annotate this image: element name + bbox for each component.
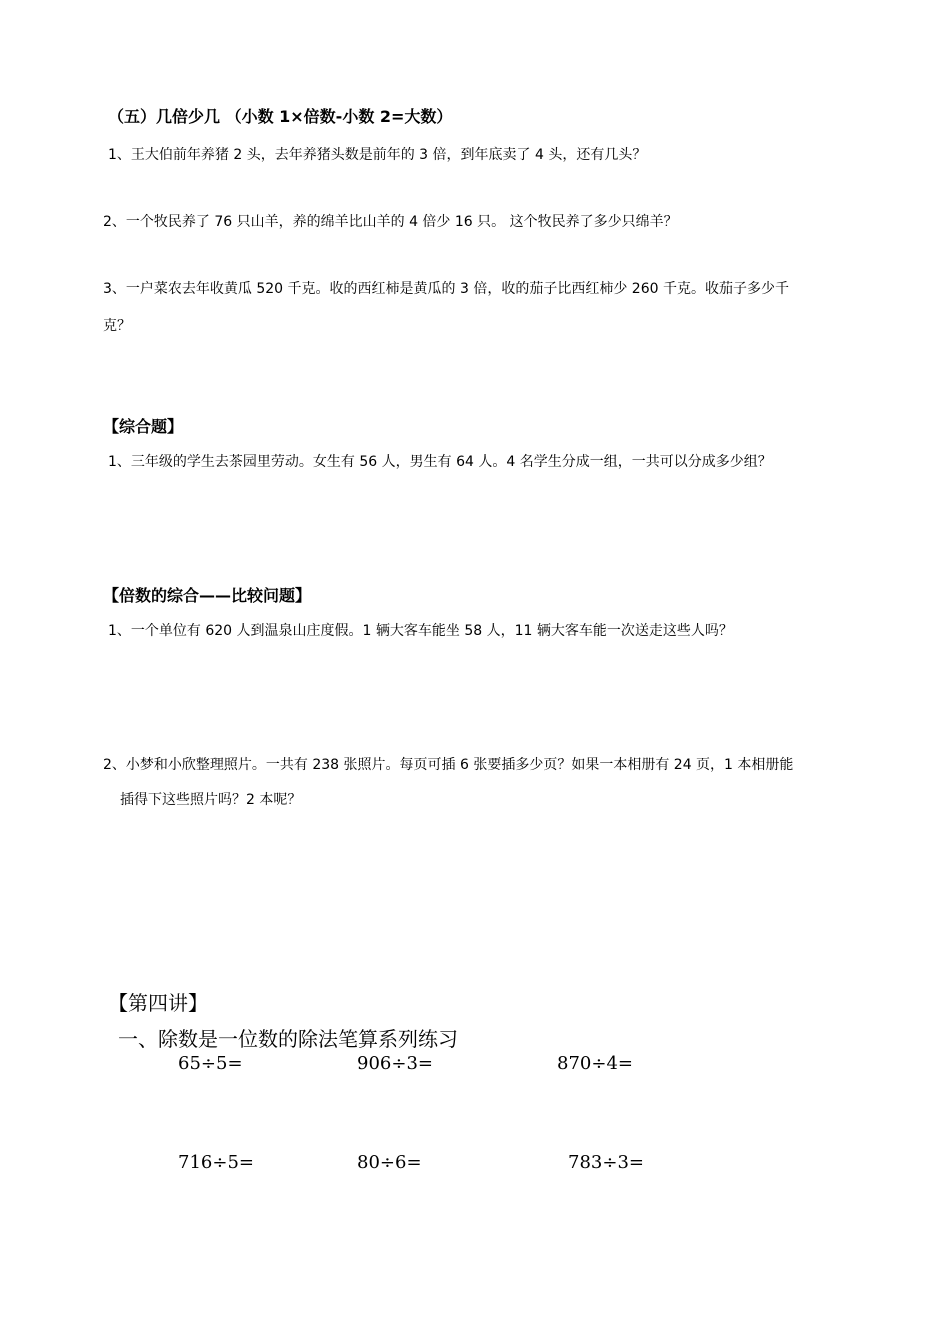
section5-title: （五）几倍少几 （小数 1×倍数-小数 2=大数） bbox=[108, 107, 453, 126]
section5-question-2: 2、一个牧民养了 76 只山羊，养的绵羊比山羊的 4 倍少 16 只。 这个牧民养了多少只绵羊？ bbox=[103, 214, 678, 230]
division-problem: 783÷3= bbox=[568, 1152, 644, 1173]
multiples-title: 【倍数的综合——比较问题】 bbox=[103, 586, 312, 605]
multiples-question-1: 1、一个单位有 620 人到温泉山庄度假。1 辆大客车能坐 58 人，11 辆大客车能一次送走这些人吗？ bbox=[108, 623, 733, 639]
comprehensive-question-1: 1、三年级的学生去茶园里劳动。女生有 56 人，男生有 64 人。4 名学生分成一组，一共可以分成多少组？ bbox=[108, 454, 772, 470]
lecture4-subtitle: 一、除数是一位数的除法笔算系列练习 bbox=[118, 1027, 458, 1051]
comprehensive-title: 【综合题】 bbox=[103, 417, 184, 436]
section5-question-1: 1、王大伯前年养猪 2 头，去年养猪头数是前年的 3 倍，到年底卖了 4 头，还有几头？ bbox=[108, 147, 647, 163]
division-problem: 80÷6= bbox=[357, 1152, 422, 1173]
division-problem: 716÷5= bbox=[178, 1152, 254, 1173]
section5-question-3-line-2: 克？ bbox=[103, 318, 131, 334]
division-problem: 870÷4= bbox=[557, 1053, 633, 1074]
division-problem: 906÷3= bbox=[357, 1053, 433, 1074]
lecture4-title: 【第四讲】 bbox=[108, 991, 208, 1015]
multiples-question-2-line-2: 插得下这些照片吗？2 本呢？ bbox=[120, 792, 302, 808]
section5-question-3-line-1: 3、一户菜农去年收黄瓜 520 千克。收的西红柿是黄瓜的 3 倍，收的茄子比西红柿少 260 千克。收茄子多少千 bbox=[103, 281, 789, 297]
multiples-question-2-line-1: 2、小梦和小欣整理照片。一共有 238 张照片。每页可插 6 张要插多少页？如果一本相册有 24 页，1 本相册能 bbox=[103, 757, 794, 773]
division-problem: 65÷5= bbox=[178, 1053, 243, 1074]
